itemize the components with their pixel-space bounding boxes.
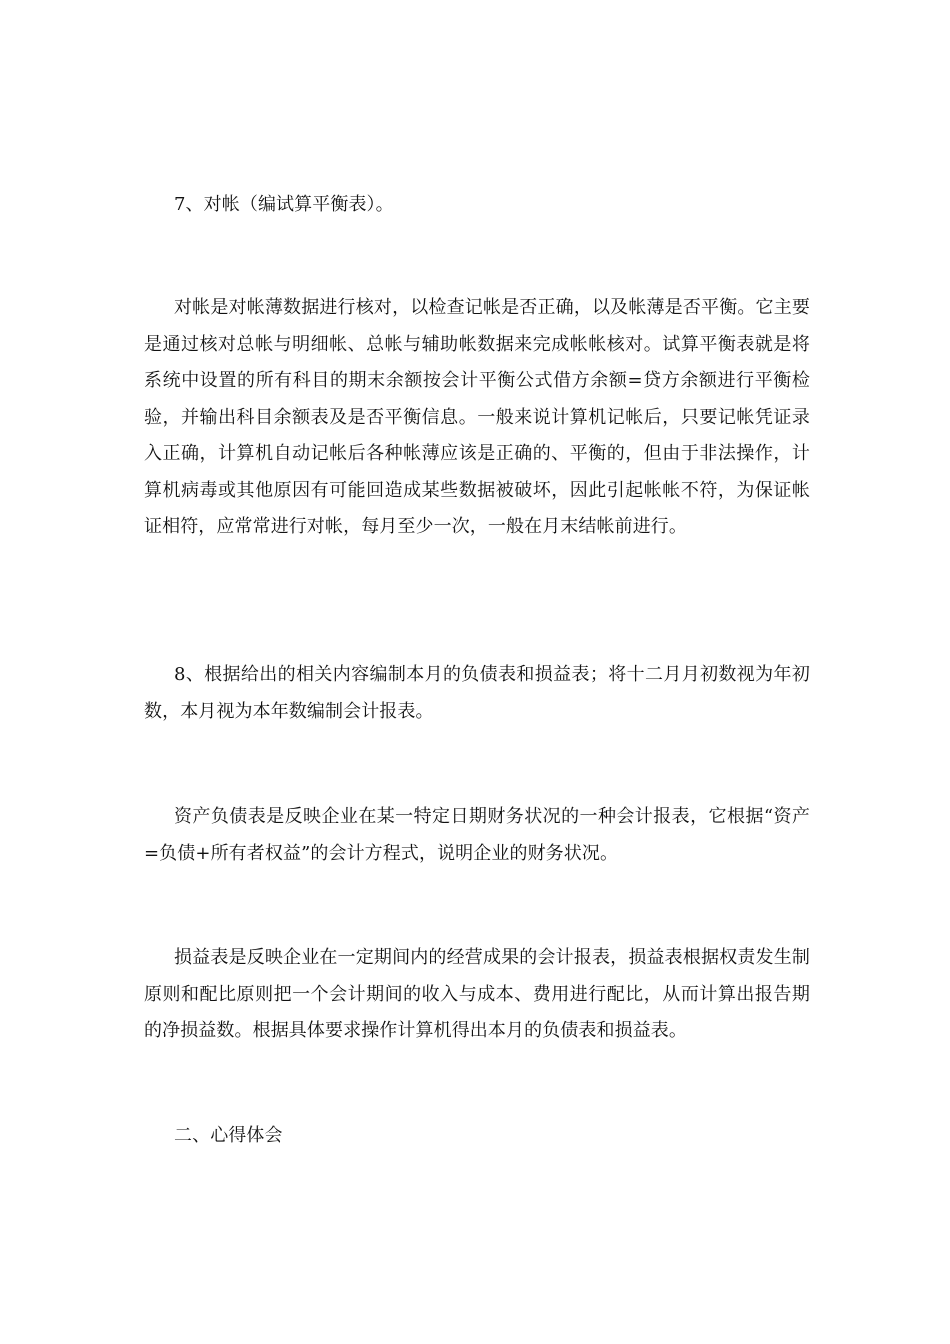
section-heading-reflections: 二、心得体会 [174, 1125, 283, 1146]
paragraph-reconciliation: 对帐是对帐薄数据进行核对，以检查记帐是否正确，以及帐薄是否平衡。它主要是通过核对总帐与明细帐、总帐与辅助帐数据来完成帐帐核对。试算平衡表就是将系统中设置的所有科目的期末余额按会计平衡公式借方余额=贷方余额进行平衡检验，并输出科目余额表及是否平衡信息。一般来说计算机记帐后，只要记帐凭证录入正确，计算机自动记帐后各种帐薄应该是正确的、平衡的，但由于非法操作，计算机病毒或其他原因有可能回造成某些数据被破坏，因此引起帐帐不符，为保证帐证相符，应常常进行对帐，每月至少一次，一般在月末结帐前进行。 [144, 297, 810, 537]
paragraph-income-statement: 损益表是反映企业在一定期间内的经营成果的会计报表，损益表根据权责发生制原则和配比原则把一个会计期间的收入与成本、费用进行配比，从而计算出报告期的净损益数。根据具体要求操作计算机得出本月的负债表和损益表。 [144, 947, 810, 1041]
section-heading-reports: 8、根据给出的相关内容编制本月的负债表和损益表；将十二月月初数视为年初数，本月视为本年数编制会计报表。 [144, 664, 810, 722]
paragraph-balance-sheet: 资产负债表是反映企业在某一特定日期财务状况的一种会计报表，它根据“资产=负债+所有者权益”的会计方程式，说明企业的财务状况。 [144, 806, 810, 864]
section-heading-reconciliation: 7、对帐（编试算平衡表）。 [174, 194, 394, 215]
